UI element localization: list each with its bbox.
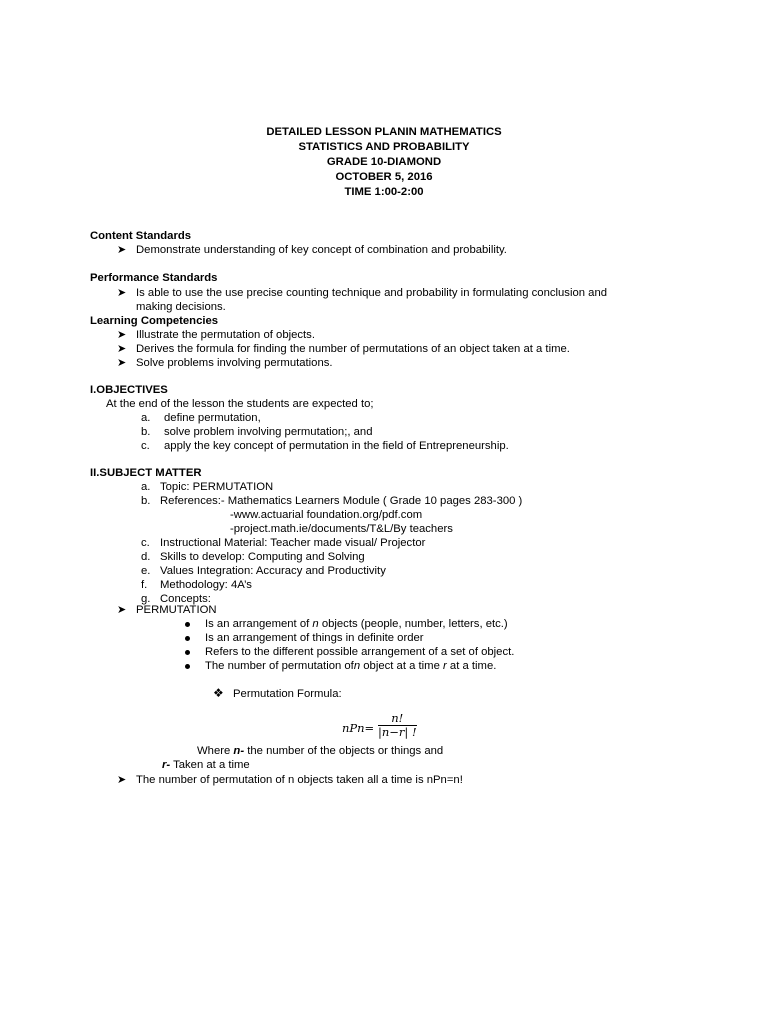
reference-url-1: -www.actuarial foundation.org/pdf.com — [230, 509, 423, 521]
objectives-heading: I.OBJECTIVES — [90, 384, 168, 396]
title-line-2: STATISTICS AND PROBABILITY — [298, 141, 470, 153]
bullet-dot-icon — [185, 664, 190, 669]
performance-standard-line-1: Is able to use the use precise counting technique and probability in formulating conclusion and — [136, 287, 608, 299]
competency-item: Solve problems involving permutations. — [136, 357, 333, 369]
subject-references: References:- Mathematics Learners Module ( Grade 10 pages 283-300 ) — [160, 495, 523, 507]
subject-marker: e. — [141, 565, 151, 577]
permutation-heading: PERMUTATION — [136, 604, 217, 616]
subject-item: Skills to develop: Computing and Solving — [160, 551, 365, 563]
arrow-bullet-icon: ➤ — [117, 244, 127, 256]
objective-item: apply the key concept of permutation in the field of Entrepreneurship. — [164, 440, 509, 452]
variable-n: n — [312, 618, 319, 630]
learning-competencies-heading: Learning Competencies — [90, 315, 219, 327]
objective-item: solve problem involving permutation;, and — [164, 426, 373, 438]
competency-item: Illustrate the permutation of objects. — [136, 329, 315, 341]
arrow-bullet-icon: ➤ — [117, 604, 127, 616]
title-line-1: DETAILED LESSON PLANIN MATHEMATICS — [266, 126, 502, 138]
bullet-text: objects (people, number, letters, etc.) — [318, 618, 508, 630]
bullet-dot-icon — [185, 636, 190, 641]
permutation-bullet-3: Refers to the different possible arrangement of a set of object. — [205, 646, 515, 658]
subject-item: Concepts: — [160, 593, 211, 605]
where-text: Where — [197, 745, 234, 757]
arrow-bullet-icon: ➤ — [117, 343, 127, 355]
content-standards-heading: Content Standards — [90, 230, 192, 242]
subject-marker: b. — [141, 495, 151, 507]
arrow-bullet-icon: ➤ — [117, 287, 127, 299]
formula-fraction — [378, 712, 417, 739]
variable-r: r- — [162, 759, 171, 771]
subject-marker: g. — [141, 593, 151, 605]
competency-item: Derives the formula for finding the number of permutations of an object taken at a time. — [136, 343, 570, 355]
bullet-dot-icon — [185, 622, 190, 627]
bullet-text: object at a time — [360, 660, 444, 672]
subject-marker: c. — [141, 537, 150, 549]
diamond-bullet-icon: ❖ — [213, 686, 224, 700]
subject-matter-heading: II.SUBJECT MATTER — [90, 467, 202, 479]
formula-numerator: n! — [378, 712, 417, 726]
variable-n: n — [353, 660, 361, 672]
objective-marker: a. — [141, 412, 151, 424]
bullet-text: at a time. — [446, 660, 497, 672]
permutation-bullet-1 — [205, 617, 508, 631]
formula-lhs: nPn= — [342, 721, 375, 735]
subject-item: Instructional Material: Teacher made visual/ Projector — [160, 537, 426, 549]
objective-marker: c. — [141, 440, 150, 452]
formula-where-line — [197, 744, 443, 758]
subject-marker: d. — [141, 551, 151, 563]
performance-standard-line-2: making decisions. — [136, 301, 226, 313]
variable-r: r — [443, 660, 447, 672]
subject-marker: a. — [141, 481, 151, 493]
objective-item: define permutation, — [164, 412, 261, 424]
variable-n: n- — [233, 745, 245, 757]
subject-item: Values Integration: Accuracy and Productivity — [160, 565, 386, 577]
permutation-final-statement: The number of permutation of n objects taken all a time is nPn=n! — [136, 774, 463, 786]
objective-marker: b. — [141, 426, 151, 438]
formula-r-line — [162, 758, 250, 772]
objectives-intro: At the end of the lesson the students are expected to; — [106, 398, 374, 410]
bullet-text: Is an arrangement of — [205, 618, 313, 630]
title-line-4: OCTOBER 5, 2016 — [335, 171, 433, 183]
formula-label: Permutation Formula: — [233, 688, 342, 700]
title-line-5: TIME 1:00-2:00 — [344, 186, 424, 198]
where-text: the number of the objects or things and — [244, 745, 444, 757]
arrow-bullet-icon: ➤ — [117, 357, 127, 369]
subject-marker: f. — [141, 579, 148, 591]
performance-standards-heading: Performance Standards — [90, 272, 218, 284]
bullet-text: The number of permutation of — [205, 660, 354, 672]
permutation-bullet-4 — [205, 659, 496, 673]
subject-topic: Topic: PERMUTATION — [160, 481, 274, 493]
content-standard-item: Demonstrate understanding of key concept of combination and probability. — [136, 244, 507, 256]
subject-item: Methodology: 4A’s — [160, 579, 252, 591]
where-text: Taken at a time — [170, 759, 250, 771]
formula-denominator: |n−r| ! — [378, 725, 417, 739]
bullet-dot-icon — [185, 650, 190, 655]
title-line-3: GRADE 10-DIAMOND — [326, 156, 442, 168]
arrow-bullet-icon: ➤ — [117, 329, 127, 341]
permutation-bullet-2: Is an arrangement of things in definite order — [205, 632, 424, 644]
reference-url-2: -project.math.ie/documents/T&L/By teachers — [230, 523, 453, 535]
arrow-bullet-icon: ➤ — [117, 774, 127, 786]
